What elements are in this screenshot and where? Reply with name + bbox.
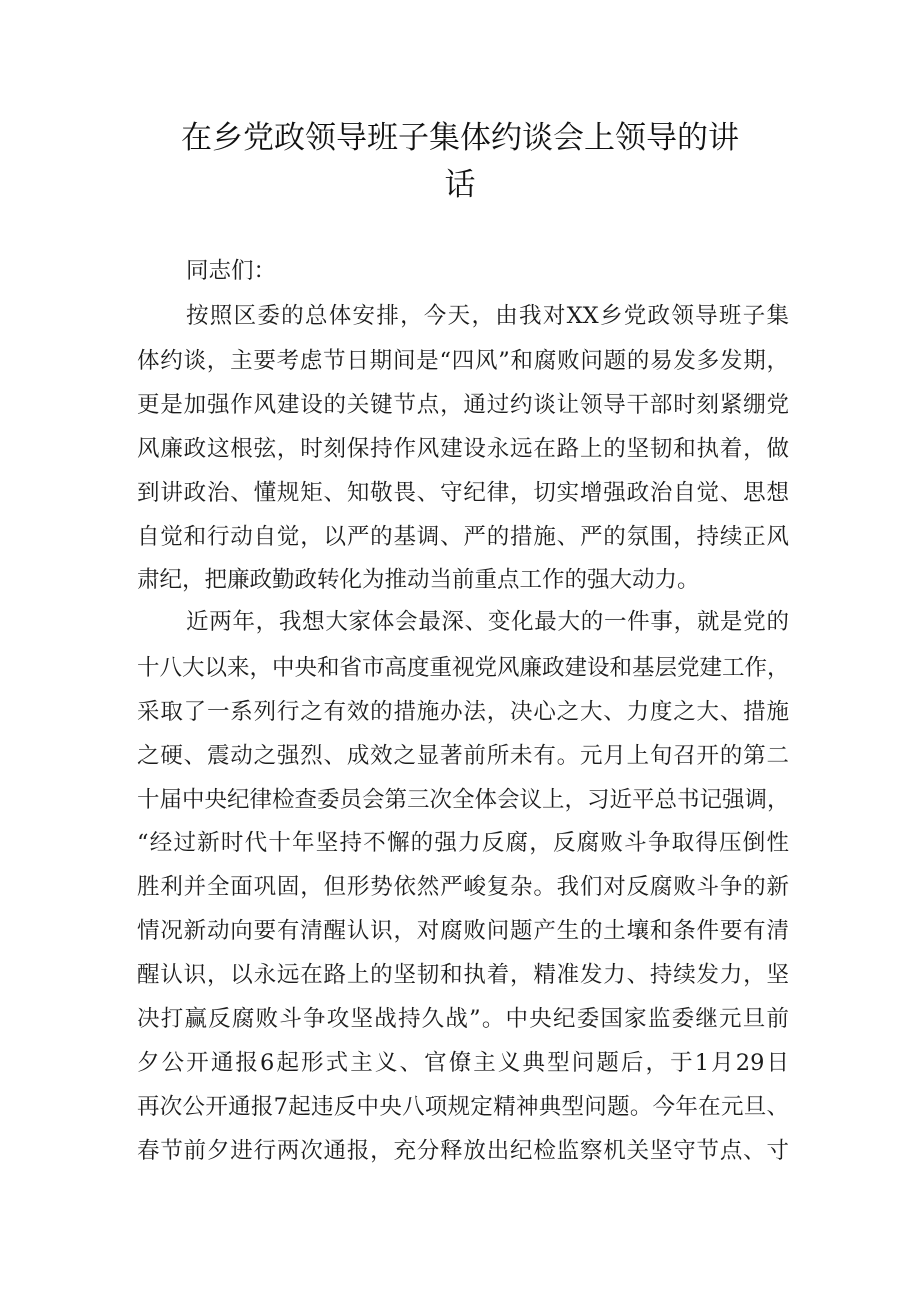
paragraph-2-line-7: 胜利并全面巩固，但形势依然严峻复杂。我们对反腐败斗争的新 xyxy=(137,874,789,900)
paragraph-2-line-1: 近两年，我想大家体会最深、变化最大的一件事，就是党的 xyxy=(186,609,789,635)
paragraph-2-line-2: 十八大以来，中央和省市高度重视党风廉政建设和基层党建工作， xyxy=(137,655,790,681)
paragraph-1-line-4: 风廉政这根弦，时刻保持作风建设永远在路上的坚韧和执着，做 xyxy=(137,436,789,462)
paragraph-2-line-4: 之硬、震动之强烈、成效之显著前所未有。元月上旬召开的第二 xyxy=(137,743,789,769)
paragraph-1-line-1: 按照区委的总体安排，今天，由我对XX乡党政领导班子集 xyxy=(186,303,789,329)
paragraph-1-line-6: 自觉和行动自觉，以严的基调、严的措施、严的氛围，持续正风 xyxy=(137,524,789,550)
paragraph-2-line-9: 醒认识，以永远在路上的坚韧和执着，精准发力、持续发力，坚 xyxy=(137,962,789,988)
paragraph-1-line-3: 更是加强作风建设的关键节点，通过约谈让领导干部时刻紧绷党 xyxy=(137,392,789,418)
document-title-line-2: 话 xyxy=(444,167,476,203)
paragraph-2-line-3: 采取了一系列行之有效的措施办法，决心之大、力度之大、措施 xyxy=(137,699,789,725)
document-title-line-1: 在乡党政领导班子集体约谈会上领导的讲 xyxy=(181,120,739,156)
paragraph-2-line-10: 决打赢反腐败斗争攻坚战持久战”。中央纪委国家监委继元旦前 xyxy=(137,1006,789,1032)
paragraph-2-line-8: 情况新动向要有清醒认识，对腐败问题产生的土壤和条件要有清 xyxy=(137,918,789,944)
paragraph-2-line-5: 十届中央纪律检查委员会第三次全体会议上，习近平总书记强调， xyxy=(137,787,790,813)
paragraph-2-line-12: 再次公开通报7起违反中央八项规定精神典型问题。今年在元旦、 xyxy=(137,1094,789,1120)
paragraph-2-line-6: “经过新时代十年坚持不懈的强力反腐，反腐败斗争取得压倒性 xyxy=(137,830,789,856)
paragraph-2-line-13: 春节前夕进行两次通报，充分释放出纪检监察机关坚守节点、寸 xyxy=(137,1138,789,1164)
salutation: 同志们： xyxy=(186,258,277,284)
paragraph-1-line-7: 肃纪，把廉政勤政转化为推动当前重点工作的强大动力。 xyxy=(137,567,700,593)
paragraph-1-line-2: 体约谈，主要考虑节日期间是“四风”和腐败问题的易发多发期， xyxy=(137,348,789,374)
paragraph-2-line-11: 夕公开通报6起形式主义、官僚主义典型问题后，于1月29日 xyxy=(137,1050,789,1076)
paragraph-1-line-5: 到讲政治、懂规矩、知敬畏、守纪律，切实增强政治自觉、思想 xyxy=(137,480,789,506)
